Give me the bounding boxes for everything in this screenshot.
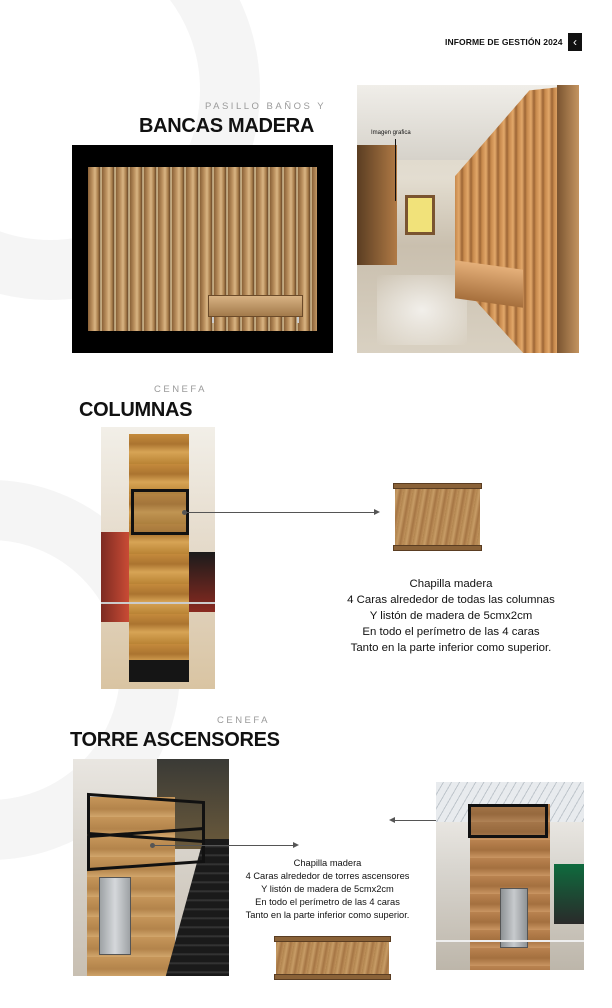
wood-panel xyxy=(557,85,579,353)
description-line: Tanto en la parte inferior como superior. xyxy=(350,641,552,654)
wood-strip-top xyxy=(393,483,482,489)
elevator-tower-photo xyxy=(436,782,584,970)
description-line: En todo el perímetro de las 4 caras xyxy=(362,625,540,638)
wood-band-highlight xyxy=(468,804,548,838)
storefront xyxy=(101,532,129,622)
arrow-head xyxy=(374,509,380,515)
floor-reflection xyxy=(377,275,467,345)
elevator-door xyxy=(99,877,131,955)
arrow-head xyxy=(293,842,299,848)
connector-arrow xyxy=(185,512,374,513)
graphic-niche xyxy=(405,195,435,235)
elevator-tower-description xyxy=(220,857,435,922)
wood-strip-bottom xyxy=(274,974,391,980)
annotation-arrow xyxy=(395,139,396,201)
section-kicker: PASILLO BAÑOS Y xyxy=(205,101,327,112)
wood-veneer-swatch xyxy=(395,487,480,547)
description-line: Chapilla madera xyxy=(293,858,362,868)
image-annotation-label: Imagen grafica xyxy=(371,130,411,136)
description-line: Y listón de madera de 5cmx2cm xyxy=(369,609,533,622)
elevator-tower-photo xyxy=(73,759,229,976)
hallway-photo xyxy=(357,85,579,353)
wood-bench xyxy=(208,295,303,317)
left-wall xyxy=(357,145,397,265)
section-kicker: CENEFA xyxy=(154,384,208,395)
wood-band-highlight xyxy=(131,489,189,535)
section-title: TORRE ASCENSORES xyxy=(70,729,280,751)
report-title: INFORME DE GESTIÓN 2024 xyxy=(445,37,563,47)
elevator-door xyxy=(500,888,528,948)
column-photo xyxy=(101,427,215,689)
section-title: BANCAS MADERA xyxy=(139,115,314,137)
storefront xyxy=(554,864,584,924)
description-line: 4 Caras alrededor de torres ascensores xyxy=(245,871,410,882)
stone-column xyxy=(129,434,189,682)
railing xyxy=(436,940,584,942)
description-line: Y listón de madera de 5cmx2cm xyxy=(261,884,394,895)
column-base xyxy=(129,660,189,682)
section-title: COLUMNAS xyxy=(79,399,193,421)
bench-legs xyxy=(212,317,299,323)
connector-arrow xyxy=(153,845,293,846)
wood-wall-render-image xyxy=(72,145,333,353)
wood-veneer-swatch xyxy=(276,940,389,976)
railing xyxy=(101,602,215,604)
wood-band-highlight xyxy=(87,827,205,871)
section-kicker: CENEFA xyxy=(217,715,271,726)
column-description xyxy=(316,577,586,657)
description-line: Chapilla madera xyxy=(409,578,493,590)
description-line: 4 Caras alrededor de todas las columnas xyxy=(347,593,555,606)
description-line: Tanto en la parte inferior como superior. xyxy=(245,910,410,921)
wood-strip-top xyxy=(274,936,391,942)
wood-strip-bottom xyxy=(393,545,482,551)
description-line: En todo el perímetro de las 4 caras xyxy=(255,897,400,908)
back-icon[interactable]: ‹ xyxy=(568,33,582,51)
